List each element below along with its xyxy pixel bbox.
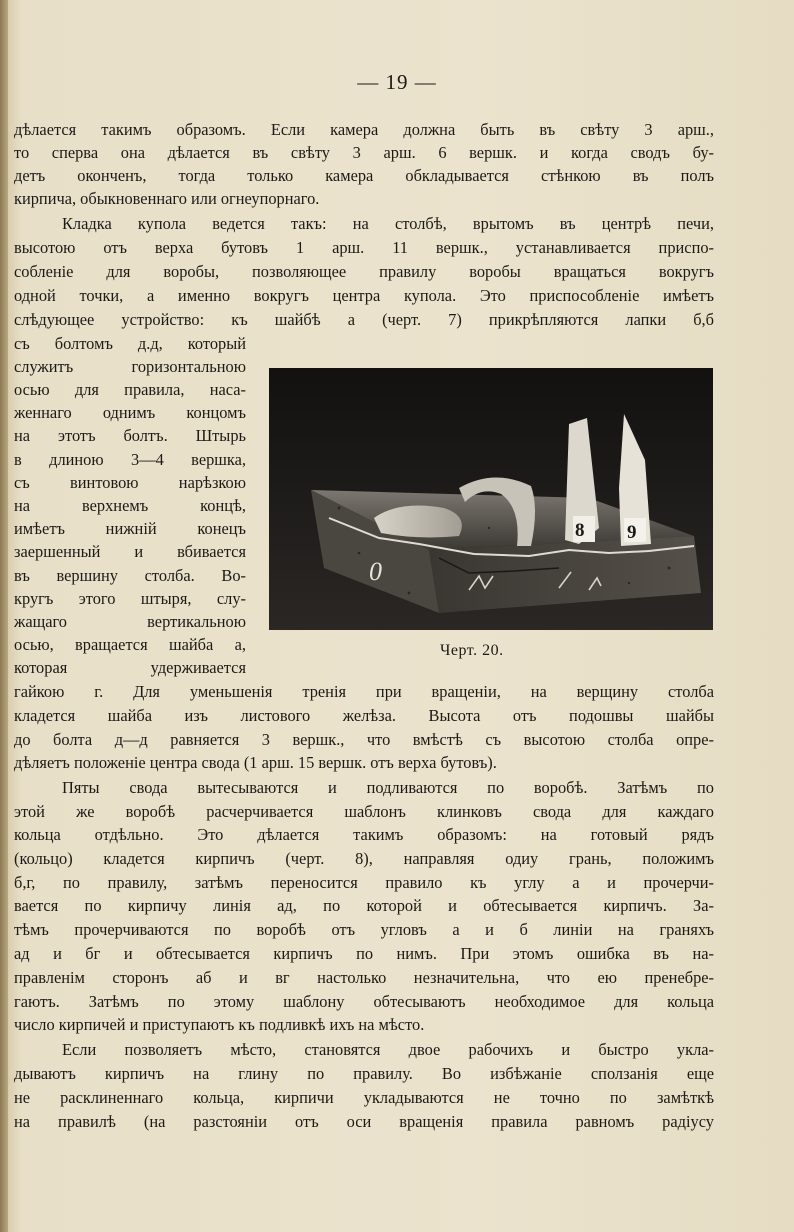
text-line: кирпича, обыкновеннаго или огнеупорнаго. [14, 189, 320, 208]
text-line: Пяты свода вытесываются и подливаются по воробѣ. Затѣмъ по [62, 778, 714, 797]
text-line: не расклиненнаго кольца, кирпичи укладываются не точно по замѣткѣ [14, 1088, 714, 1107]
text-line: высотою отъ верха бутовъ 1 арш. 11 вершк., устанавливается приспо- [14, 238, 714, 257]
text-line: гаютъ. Затѣмъ по этому шаблону обтесываютъ необходимое для кольца [14, 992, 714, 1011]
text-line: этой же воробѣ расчерчивается шаблонъ клинковъ свода для каждаго [14, 802, 714, 821]
text-line: на верхнемъ концѣ, [14, 496, 246, 515]
text-line: на правилѣ (на разстояніи отъ оси вращенія правила равномъ радіусу [14, 1112, 714, 1131]
page-number: — 19 — [357, 70, 437, 94]
text-line: на этотъ болтъ. Штырь [14, 426, 246, 445]
book-spine-shadow [0, 0, 8, 1232]
text-line: слѣдующее устройство: къ шайбѣ а (черт. 7) прикрѣпляются лапки б,б [14, 310, 714, 329]
text-line: одной точки, а именно вокругъ центра купола. Это приспособленіе имѣетъ [14, 286, 714, 305]
text-line: кладется шайба изъ листового желѣза. Высота отъ подошвы шайбы [14, 706, 714, 725]
text-line: б,г, по правилу, затѣмъ переносится правило къ углу а и прочерчи- [14, 873, 714, 892]
text-line: въ вершину столба. Во- [14, 566, 246, 585]
text-line: дѣлается такимъ образомъ. Если камера должна быть въ свѣту 3 арш., [14, 120, 714, 139]
figure-label-0: 0 [369, 557, 382, 586]
text-line: Кладка купола ведется такъ: на столбѣ, врытомъ въ центрѣ печи, [62, 214, 714, 233]
text-line: в длиною 3—4 вершка, [14, 450, 246, 469]
text-line: Если позволяетъ мѣсто, становятся двое рабочихъ и быстро укла- [62, 1040, 714, 1059]
text-line: вается по кирпичу линія ад, по которой и обтесывается кирпичъ. За- [14, 896, 714, 915]
text-line: заершенный и вбивается [14, 542, 246, 561]
figure-caption: Черт. 20. [440, 642, 504, 659]
text-line: женнаго однимъ концомъ [14, 403, 246, 422]
text-line: съ болтомъ д.д, который [14, 334, 246, 353]
text-line: жащаго вертикальною [14, 612, 246, 631]
figure-label-9: 9 [627, 522, 637, 543]
text-line: собленіе для воробы, позволяющее правилу воробы вращаться вокругъ [14, 262, 714, 281]
text-line: ад и бг и обтесывается кирпичъ по нимъ. При этомъ ошибка въ на- [14, 944, 714, 963]
text-line: осью, вращается шайба а, [14, 635, 246, 654]
text-line: съ винтовою нарѣзкою [14, 473, 246, 492]
text-line: дываютъ кирпичъ на глину по правилу. Во избѣжаніе сползанія еще [14, 1064, 714, 1083]
text-line: (кольцо) кладется кирпичъ (черт. 8), направляя одиу грань, положимъ [14, 849, 714, 868]
text-line: детъ оконченъ, тогда только камера обкладывается стѣнкою въ полъ [14, 166, 714, 185]
text-line: число кирпичей и приступаютъ къ подливкѣ ихъ на мѣсто. [14, 1015, 425, 1034]
text-line: правленім сторонъ аб и вг настолько незначительна, что ею пренебре- [14, 968, 714, 987]
text-line: дѣляетъ положеніе центра свода (1 арш. 15 вершк. отъ верха бутовъ). [14, 753, 497, 772]
text-line: кольца отдѣльно. Это дѣлается такимъ образомъ: на готовый рядъ [14, 825, 714, 844]
text-line: служитъ горизонтальною [14, 357, 246, 376]
text-line: кругъ этого штыря, слу- [14, 589, 246, 608]
text-line: тѣмъ прочерчиваются по воробѣ отъ угловъ а и б линіи на граняхъ [14, 920, 714, 939]
text-line: имѣетъ нижній конецъ [14, 519, 246, 538]
figure-photo [269, 368, 713, 630]
text-line: то сперва она дѣлается въ свѣту 3 арш. 6 вершк. и когда сводъ бу- [14, 143, 714, 162]
text-line: осью для правила, наса- [14, 380, 246, 399]
text-line: до болта д—д равняется 3 вершк., что вмѣстѣ съ высотою столба опре- [14, 730, 714, 749]
text-line: которая удерживается [14, 658, 246, 677]
text-line: гайкою г. Для уменьшенія тренія при вращеніи, на верщину столба [14, 682, 714, 701]
figure-label-8: 8 [575, 520, 585, 541]
